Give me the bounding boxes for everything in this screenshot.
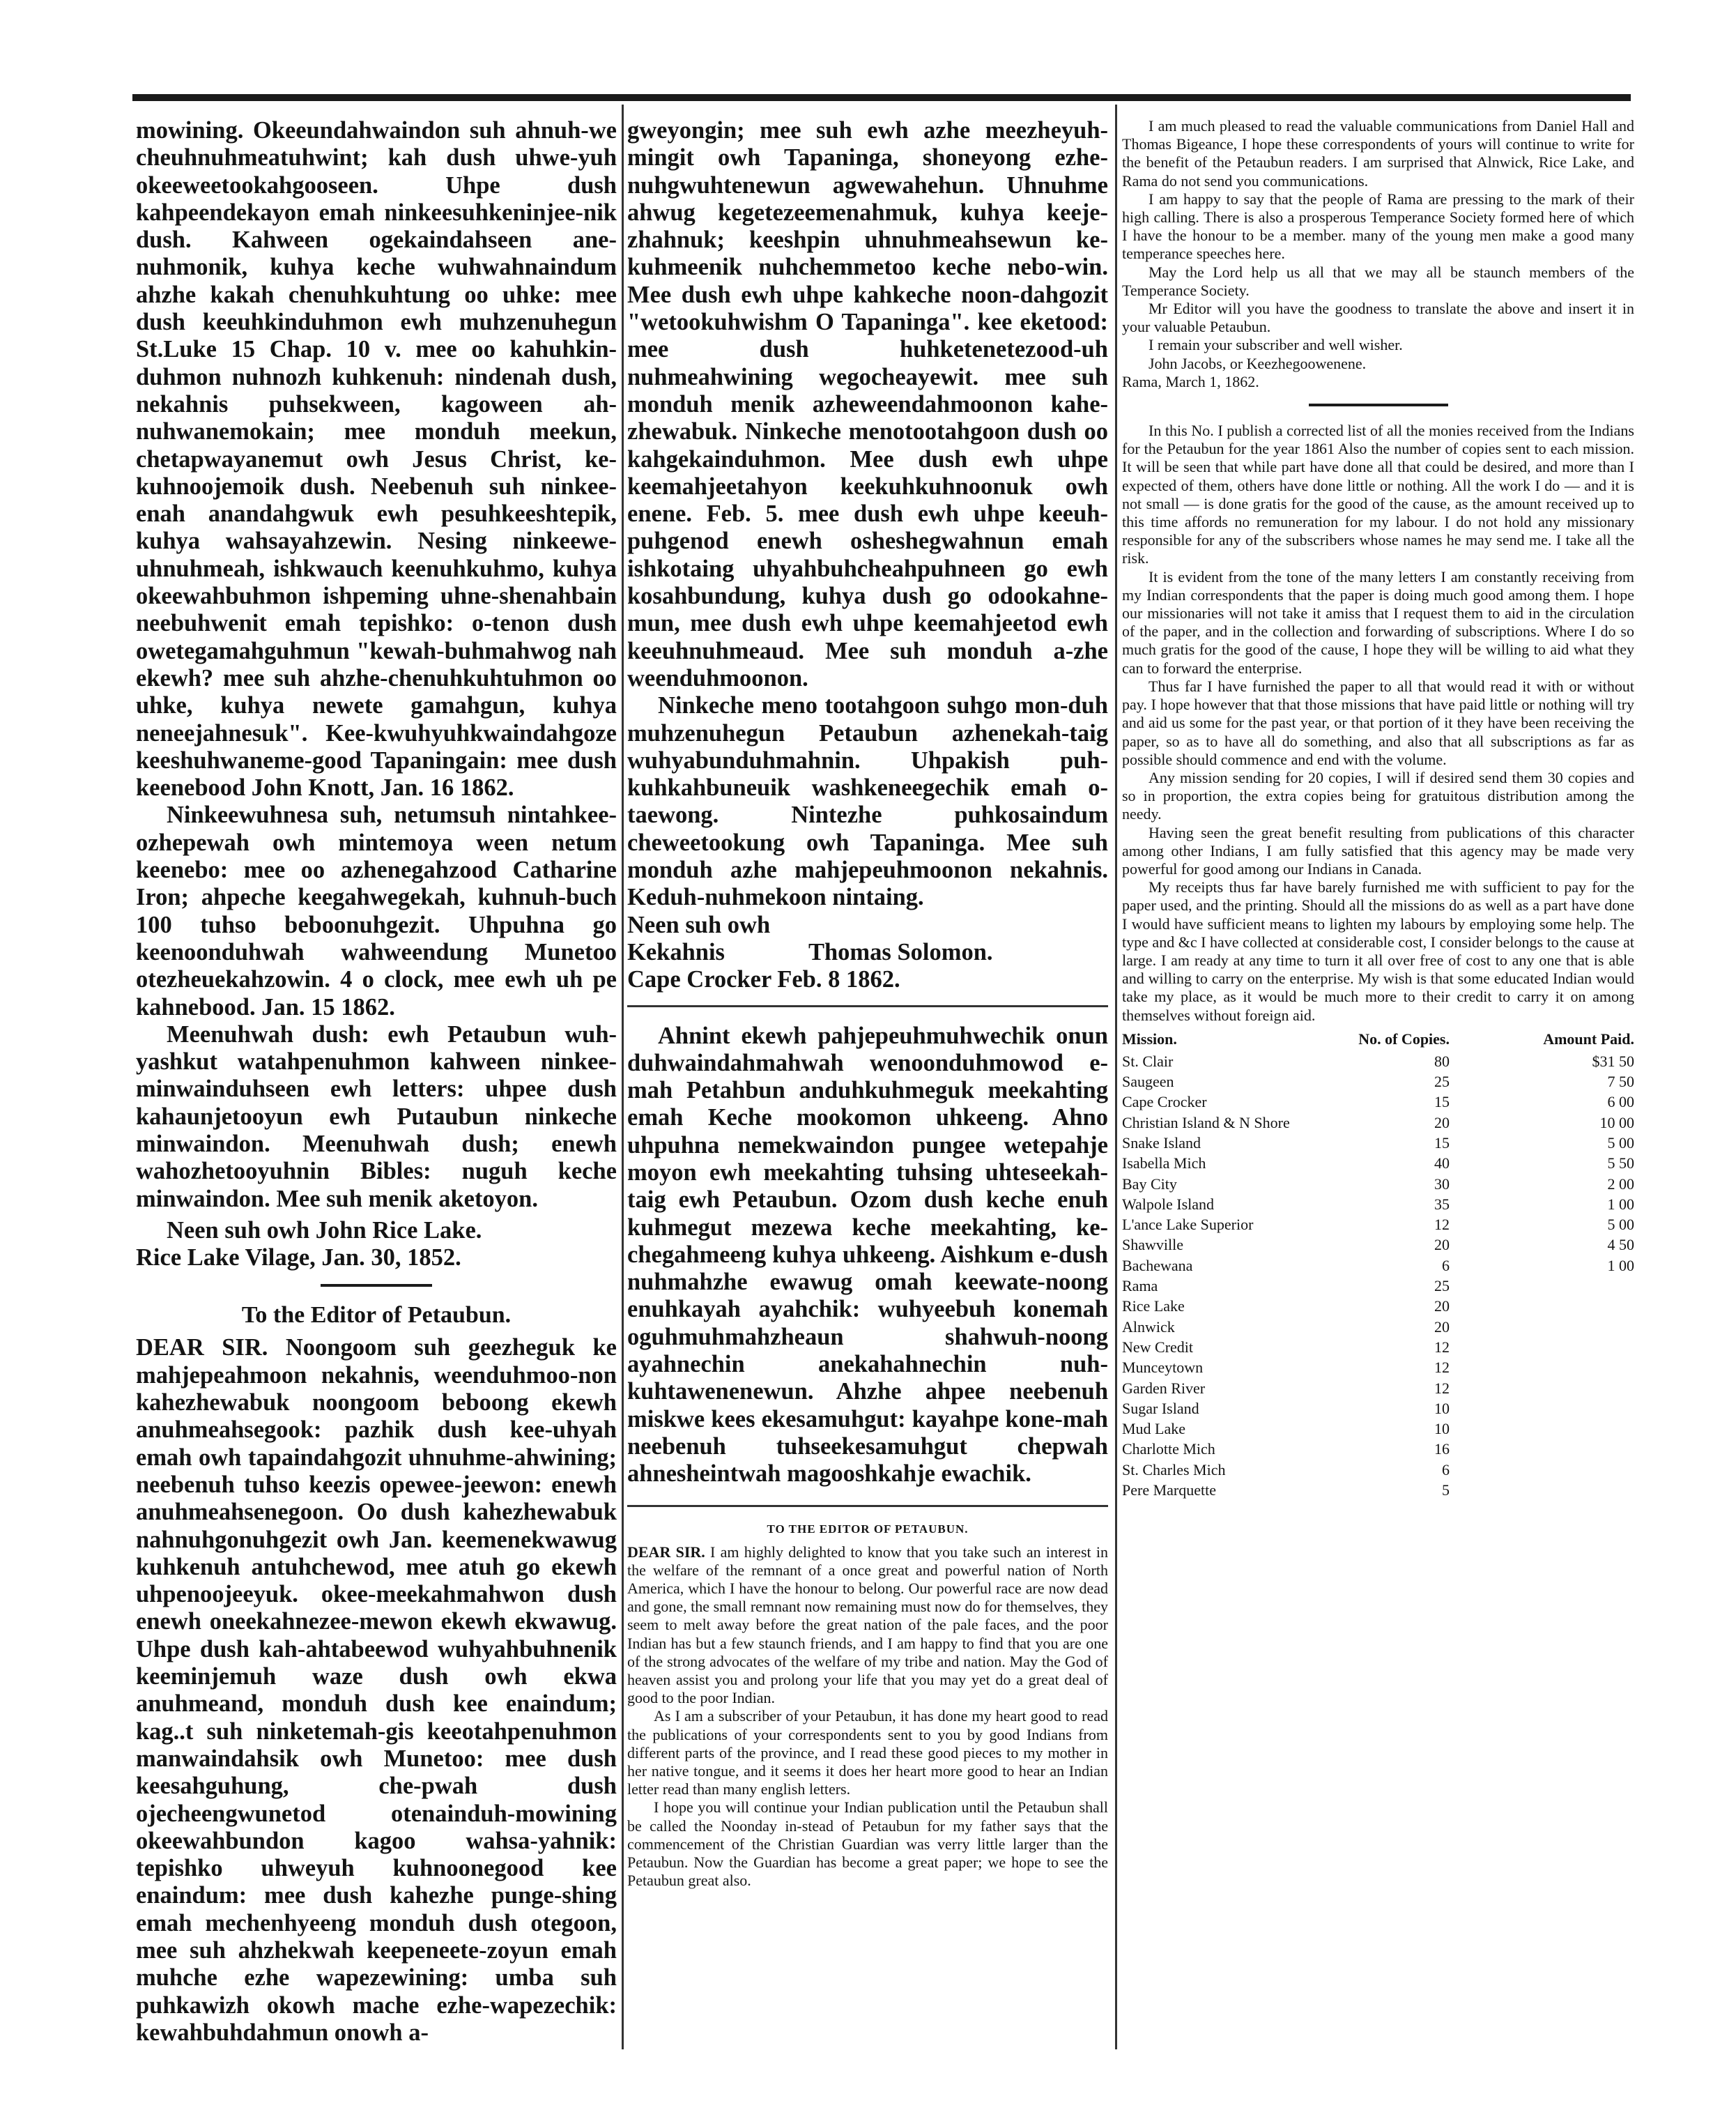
mission-amount: [1450, 1317, 1634, 1337]
col2-signature-name: Thomas Solomon.: [808, 938, 993, 965]
mission-amount: 7 50: [1607, 1073, 1634, 1091]
mission-row: [1122, 1439, 1634, 1459]
amount-header: Amount Paid.: [1543, 1030, 1634, 1048]
mission-row: [1122, 1174, 1634, 1194]
mission-name: Rama: [1122, 1277, 1158, 1295]
mission-row: [1122, 1234, 1634, 1255]
mission-copies: 6: [1442, 1256, 1450, 1274]
mission-copies: 35: [1434, 1195, 1450, 1213]
col2-paragraph-1: gweyongin; mee suh ewh azhe meezheyuh-mingit owh Tapaninga, shoneyong ezhe-nuhgwuhtenewun agwewahehun. Uhnuhme ahwug kegetezeemenahmuk, kuhya keeje-zhahnuk; keeshpin uhnuhmeahsewun ke-kuhmeenik nuhchemmetoo keche nebo-win. Mee dush ewh uhpe kahkeche noon-dahgozit "wetookuhwishm O Tapaninga". kee eketood: mee dush huhketenetezood-uh nuhmeahwining wegocheayewit. mee suh monduh menik azheweendahmoonon kahe-zhewabuk. Ninkeche menotootahgoon dush oo kahgekainduhmon. Mee dush ewh uhpe keemahjeetahyon keekuhkuhnoonuk owh enene. Feb. 5. mee dush ewh uhpe keeuh-puhgenod enewh osheshegwahnun emah ishkotaing uhyahbuhcheahpuhneen go ewh kosahbundung, kuhya dush go odookahne-mun, mee dush ewh uhpe keemahjeetod ewh keeuhnuhmeaud. Mee suh monduh a-zhe weenduhmoonon.: [627, 117, 1108, 691]
mission-copies: 20: [1434, 1297, 1450, 1315]
mission-copies: 16: [1434, 1440, 1450, 1458]
col1-paragraph-2: Ninkeewuhnesa suh, netumsuh nintahkee-ozhepewah owh mintemoya ween netum keenebo: mee oo azhenegahzood Catharine Iron; ahpeche keegahwegekah, kuhnuh-buch 100 tuhso beboonuhgezit. Uhpuhna go keenoonduhwah wahweendung Munetoo otezheuekahzowin. 4 o clock, mee ewh uh pe kahnebood. Jan. 15 1862.: [136, 802, 617, 1020]
mission-amount: [1450, 1460, 1634, 1480]
mission-name: St. Clair: [1122, 1052, 1174, 1070]
mission-copies: 12: [1434, 1359, 1450, 1377]
mission-name: Pere Marquette: [1122, 1481, 1216, 1499]
mission-name: Walpole Island: [1122, 1195, 1215, 1213]
mission-amount: [1450, 1378, 1634, 1398]
mission-row: [1122, 1255, 1634, 1276]
mission-name: Christian Island & N Shore: [1122, 1113, 1290, 1131]
mission-amount: 10 00: [1599, 1113, 1634, 1131]
mission-row: [1122, 1133, 1634, 1153]
mission-amount: [1450, 1439, 1634, 1459]
mission-amount: $31 50: [1592, 1052, 1634, 1070]
mission-amount: 1 00: [1607, 1256, 1634, 1274]
column-1: [136, 117, 617, 2051]
column-divider-2: [1115, 105, 1117, 2049]
col3-letter-paragraph-2: I am happy to say that the people of Rama are pressing to the mark of their high calling. There is also a prosperous Temperance Society formed here of which I have the honour to be a member. many of the young men make a good many temperance speeches here.: [1122, 190, 1634, 263]
mission-amount: [1450, 1480, 1634, 1500]
col1-paragraph-1: mowining. Okeeundahwaindon suh ahnuh-we cheuhnuhmeatuhwint; kah dush uhwe-yuh okeeweetookahgooseen. Uhpe dush kahpeendekayon emah ninkeesuhkeninjee-nik dush. Kahween ogekaindahseen ane-nuhmonik, kuhya keche wuhwahnaindum ahzhe kakah chenuhkuhtung oo uhke: mee dush keeuhkinduhmon ewh muhzenuhegun St.Luke 15 Chap. 10 v. mee oo kahuhkin-duhmon nuhnozh kuhkenuh: nindenah dush, nekahnis puhsekween, kagoween ah-nuhwanemokain; mee monduh meekun, chetapwayanemut owh Jesus Christ, ke-kuhnoojemoik dush. Neebenuh suh ninkee-enah anandahgwuk ewh pesuhkeeshtepik, kuhya wahsayahzewin. Nesing ninkeewe-uhnuhmeah, ishkwauch keenuhkuhmo, kuhya okeewahbuhmon ishpeming uhne-shenahbain neebuhwenit emah tepishko: o-tenon dush owetegamahguhmun "kewah-buhmahwog nah ekewh? mee suh ahzhe-chenuhkuhtuhmon oo uhke, kuhya newete gamahgun, kuhya neneejahnesuk". Kee-kwuhyuhkwaindahgoze keeshuhwaneme-good Tapaningain: mee dush keenebood John Knott, Jan. 16 1862.: [136, 117, 617, 802]
mission-name: Saugeen: [1122, 1073, 1174, 1091]
mission-name: Sugar Island: [1122, 1399, 1199, 1417]
mission-name: Cape Crocker: [1122, 1093, 1207, 1111]
mission-amount: [1450, 1276, 1634, 1296]
mission-amount: [1450, 1357, 1634, 1377]
mission-amount: [1450, 1296, 1634, 1316]
mission-row: [1122, 1071, 1634, 1092]
mission-table-body: [1122, 1051, 1634, 1501]
mission-amount: [1450, 1419, 1634, 1439]
col2-signature-line: Neen suh owh: [627, 911, 771, 938]
col3-notice-paragraph-4: Any mission sending for 20 copies, I will if desired send them 30 copies and so in proportion, the extra copies being for gratuitous distribution among the needy.: [1122, 768, 1634, 823]
col2-letter-heading: TO THE EDITOR OF PETAUBUN.: [767, 1522, 969, 1536]
col3-letter-paragraph-1: I am much pleased to read the valuable communications from Daniel Hall and Thomas Bigeance, I hope these correspondents of yours will continue to write for the benefit of the Petaubun readers. I am surprised that Alnwick, Rice Lake, and Rama do not send you communications.: [1122, 117, 1634, 190]
col2-letter-paragraph-1: [627, 1543, 1108, 1708]
mission-amount: [1450, 1337, 1634, 1357]
col1-paragraph-3: Meenuhwah dush: ewh Petaubun wuh-yashkut watahpenuhmon kahween ninkee-minwainduhseen ewh letters: uhpee dush kahaunjetooyun ewh Putaubun ninkeche minwaindon. Meenuhwah dush; enewh wahozhetooyuhnin Bibles: nuguh keche minwaindon. Mee suh menik aketoyon.: [136, 1020, 617, 1212]
mission-name: Shawville: [1122, 1236, 1183, 1254]
col1-letter-body: [136, 1334, 617, 2047]
mission-copies: 6: [1442, 1460, 1450, 1478]
mission-copies: 30: [1434, 1175, 1450, 1193]
mission-amount: 5 50: [1607, 1154, 1634, 1172]
column-divider-1: [622, 105, 624, 2049]
col3-notice-paragraph-5: Having seen the great benefit resulting from publications of this character among other Indians, I am fully satisfied that this agency may be made very powerful for good among our Indians in Canada.: [1122, 823, 1634, 878]
col2-paragraph-2: Ninkeche meno tootahgoon suhgo mon-duh muhzenuhegun Petaubun azhenekah-taig wuhyabunduhmahnin. Uhpakish puh-kuhkahbuneuik washkeneegechik emah o-taewong. Nintezhe puhkosaindum cheweetookung owh Tapaninga. Mee suh monduh azhe mahjepeuhmoonon nekahnis. Keduh-nuhmekoon nintaing.: [627, 692, 1108, 911]
mission-copies: 20: [1434, 1113, 1450, 1131]
col3-letter-paragraph-3: May the Lord help us all that we may all be staunch members of the Temperance Society.: [1122, 263, 1634, 299]
mission-row: [1122, 1092, 1634, 1112]
col2-letter-1: [627, 117, 1108, 1488]
mission-row: [1122, 1317, 1634, 1337]
mission-row: [1122, 1051, 1634, 1071]
top-rule: [132, 94, 1631, 101]
mission-name: Snake Island: [1122, 1133, 1201, 1152]
mission-copies: 80: [1434, 1052, 1450, 1070]
mission-header: Mission.: [1122, 1030, 1177, 1048]
mission-name: Isabella Mich: [1122, 1154, 1206, 1172]
col3-notice-paragraph-1: In this No. I publish a corrected list of all the monies received from the Indians for the Petaubun for the year 1861 Also the number of copies sent to each mission. It will be seen that while part have done all that could be desired, and more than I expected of them, others have done little or nothing. All the work I do — and it is not small — is done gratis for the good of the cause, as the amount received up to this time affords no remuneration for my labour. I do not hold any missionary responsible for any of the subscribers whose names he may send me. I take all the risk.: [1122, 422, 1634, 567]
mission-row: [1122, 1378, 1634, 1398]
mission-amount: 2 00: [1607, 1175, 1634, 1193]
mission-row: [1122, 1398, 1634, 1419]
col1-dateline: Rice Lake Vilage, Jan. 30, 1852.: [136, 1244, 461, 1271]
mission-table-header: [1122, 1030, 1634, 1051]
mission-table: [1122, 1030, 1634, 1501]
col2-divider-2: [627, 1505, 1108, 1507]
col2-signature-prefix: Kekahnis: [627, 938, 725, 965]
mission-amount: 5 00: [1607, 1216, 1634, 1234]
mission-copies: 15: [1434, 1133, 1450, 1152]
mission-copies: 12: [1434, 1338, 1450, 1356]
mission-copies: 10: [1434, 1420, 1450, 1438]
col2-letter-salutation: DEAR SIR.: [627, 1543, 705, 1561]
mission-row: [1122, 1153, 1634, 1173]
mission-name: St. Charles Mich: [1122, 1460, 1226, 1478]
mission-row: [1122, 1460, 1634, 1480]
col2-divider-1: [627, 1005, 1108, 1007]
col3-letter-paragraph-5: I remain your subscriber and well wisher.: [1149, 336, 1403, 354]
col2-paragraph-3: Ahnint ekewh pahjepeuhmuhwechik onun duhwaindahmahwah wenoonduhmowod e-mah Petahbun anduhkuhmeguk meekahting emah Keche mookomon uhkeeng. Ahno uhpuhna nemekwaindon pungee wetepahje moyon ewh meekahting tuhsing uhteseekah-taig ewh Petaubun. Ozom dush keche enuh kuhmegut mezewa keche meekahting, ke-chegahmeeng kuhya uhkeeng. Aishkum e-dush nuhmahzhe ewawug omah keewate-noong enuhkayah ayahchik: wuhyeebuh konemah oguhmuhmahzheaun shahwuh-noong ayahnechin anekahahnechin nuh-kuhtawenenewun. Ahzhe ahpee neebenuh miskwe kees ekesamuhgut: kayahpe kone-mah neebenuh tuhseekesamuhgut chepwah ahnesheintwah magooshkahje ewachik.: [627, 1022, 1108, 1488]
mission-amount: 4 50: [1607, 1236, 1634, 1254]
mission-amount: 5 00: [1607, 1133, 1634, 1152]
col1-letter-text: Noongoom suh geezheguk ke mahjepeahmoon nekahnis, weenduhmoo-non kahezhewabuk noongoom beboong ekewh anuhmeahsegook: pazhik dush kee-uhyah emah owh tapaindahgozit uhnuhme-ahwining; neebenuh tuhso keezis opewee-jeewon: enewh anuhmeahsenegoon. Oo dush kahezhewabuk nahnuhgonuhgezit owh Jan. keemenekwawug kuhkenuh antuhchewod, mee atuh go ekewh uhpenoojeeyuk. okee-meekahmahwon dush enewh oneekahnezee-mewon ekewh ekwawug. Uhpe dush kah-ahtabeewod wuhyahbuhnenik keeminjemuh waze dush owh ekwa anuhmeand, monduh dush kee enaindum; kag..t suh ninketemah-gis keeotahpenuhmon manwaindahsik owh Munetoo: mee dush keesahguhung, che-pwah dush ojecheengwunetod otenainduh-mowining okeewahbundon kagoo wahsa-yahnik: tepishko uhweyuh kuhnoonegood kee enaindum: mee dush kahezhe punge-shing emah mechenhyeeng monduh dush otegoon, mee suh ahzhekwah keepeneete-zoyun emah muhche ezhe wapezewining: umba suh puhkawizh okowh mache ezhe-wapezechik: kewahbuhdahmun onowh a-: [136, 1334, 617, 2046]
col1-signature: Neen suh owh John Rice Lake.: [167, 1216, 482, 1244]
mission-name: Munceytown: [1122, 1359, 1204, 1377]
mission-amount: 1 00: [1607, 1195, 1634, 1213]
mission-row: [1122, 1419, 1634, 1439]
mission-copies: 25: [1434, 1277, 1450, 1295]
col3-letter-paragraph-4: Mr Editor will you have the goodness to translate the above and insert it in your valuable Petaubun.: [1122, 300, 1634, 336]
mission-amount: [1450, 1398, 1634, 1419]
mission-name: Rice Lake: [1122, 1297, 1185, 1315]
mission-row: [1122, 1296, 1634, 1316]
column-3: [1122, 117, 1634, 2051]
col2-letter-paragraph-3: I hope you will continue your Indian publication until the Petaubun shall be called the Noonday in-stead of Petaubun for my father says that the commencement of the Christian Guardian was verry little larger than the Petaubun. Now the Guardian has become a great paper; we hope to see the Petaubun great also.: [627, 1798, 1108, 1890]
mission-copies: 12: [1434, 1379, 1450, 1397]
col3-divider: [1309, 404, 1448, 406]
mission-name: L'ance Lake Superior: [1122, 1216, 1254, 1234]
mission-name: Garden River: [1122, 1379, 1206, 1397]
mission-copies: 10: [1434, 1399, 1450, 1417]
mission-row: [1122, 1357, 1634, 1377]
mission-copies: 15: [1434, 1093, 1450, 1111]
col3-notice-paragraph-2: It is evident from the tone of the many letters I am constantly receiving from my Indian correspondents that the paper is doing much good among them. I hope our missionaries will not take it amiss that I request them to aid in the circulation of the paper, and in the collection and forwarding of subscriptions. Where I do so much gratis for the good of the cause, I hope they will be willing to aid what they can to forward the enterprise.: [1122, 567, 1634, 677]
col3-signature: John Jacobs, or Keezhegoowenene.: [1149, 354, 1367, 372]
mission-row: [1122, 1214, 1634, 1234]
col2-signature-name-line: [627, 939, 1108, 966]
mission-name: New Credit: [1122, 1338, 1194, 1356]
col2-letter-paragraph-2: As I am a subscriber of your Petaubun, it has done my heart good to read the publications of your correspondents sent to you by good Indians from different parts of the province, and I read these good pieces to my mother in her native tongue, and it seems it does her heart more good to hear an Indian letter read than many english letters.: [627, 1707, 1108, 1798]
mission-row: [1122, 1113, 1634, 1133]
col2-letter-paragraph-1-text: I am highly delighted to know that you take such an interest in the welfare of the remnant of a once great and powerful nation of North America, which I have the honour to belong. Our powerful race are now dead and gone, the small remnant now remaining must now do for themselves, they seem to melt away before the great nation of the pale faces, and the poor Indian has but a few staunch friends, and I am happy to find that you are one of the strong advocates of the welfare of my tribe and nation. May the God of heaven assist you and prolong your life that you may yet do a great deal of good to the poor Indian.: [627, 1543, 1108, 1707]
mission-name: Mud Lake: [1122, 1420, 1186, 1438]
mission-row: [1122, 1337, 1634, 1357]
mission-copies: 20: [1434, 1236, 1450, 1254]
col3-notice-paragraph-6: My receipts thus far have barely furnished me with sufficient to pay for the paper used, and the printing. Should all the missions do as well as a part have done I would have sufficient means to lighten my labours by employing some help. The type and &c I have collected at considerable cost, I consider belongs to the cause at large. I am ready at any time to turn it all over free of cost to any one that is able and willing to carry on the enterprise. My wish is that some educated Indian would take my place, as it would be much more to their credit to carry it on among themselves without foreign aid.: [1122, 878, 1634, 1024]
mission-name: Bachewana: [1122, 1256, 1193, 1274]
mission-name: Bay City: [1122, 1175, 1177, 1193]
copies-header: No. of Copies.: [1358, 1030, 1450, 1048]
mission-row: [1122, 1480, 1634, 1500]
mission-row: [1122, 1276, 1634, 1296]
col1-divider: [321, 1284, 432, 1287]
mission-copies: 20: [1434, 1317, 1450, 1336]
column-2: [627, 117, 1108, 2051]
mission-amount: 6 00: [1607, 1093, 1634, 1111]
mission-name: Charlotte Mich: [1122, 1440, 1215, 1458]
col2-letter-2: [627, 1522, 1108, 1890]
mission-name: Alnwick: [1122, 1317, 1175, 1336]
mission-copies: 40: [1434, 1154, 1450, 1172]
mission-row: [1122, 1194, 1634, 1214]
mission-copies: 5: [1442, 1481, 1450, 1499]
mission-copies: 12: [1434, 1216, 1450, 1234]
col3-notice-paragraph-3: Thus far I have furnished the paper to all that would read it with or without pay. I hope however that that those missions that have paid little or nothing will try and aid us some for the past year, or that portion of it they have been receiving the paper, so as to have all do something, and also that all subscriptions as far as possible should commence and end with the volume.: [1122, 677, 1634, 768]
col1-letter-heading: To the Editor of Petaubun.: [241, 1302, 512, 1329]
col1-letter-salutation: DEAR SIR.: [136, 1334, 268, 1361]
col2-dateline: Cape Crocker Feb. 8 1862.: [627, 966, 900, 993]
col3-dateline: Rama, March 1, 1862.: [1122, 372, 1259, 390]
mission-copies: 25: [1434, 1073, 1450, 1091]
